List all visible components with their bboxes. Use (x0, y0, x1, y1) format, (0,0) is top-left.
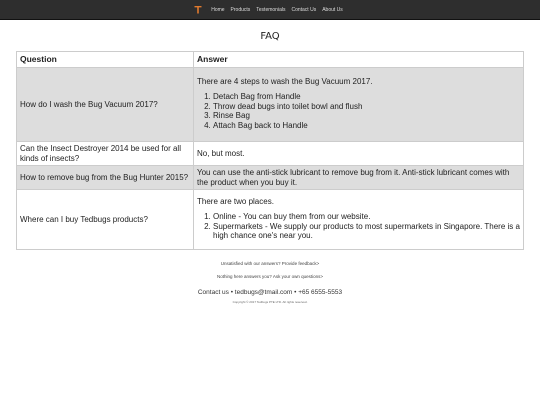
list-item: 1. Online - You can buy them from our website. (213, 212, 520, 222)
faq-answer: No, but most. (194, 142, 524, 166)
column-header-answer: Answer (194, 52, 524, 68)
column-header-question: Question (17, 52, 194, 68)
answer-steps-list (197, 92, 520, 130)
faq-answer (194, 190, 524, 250)
faq-question: Can the Insect Destroyer 2014 be used for all kinds of insects? (17, 142, 194, 166)
answer-text: There are two places. (197, 196, 274, 206)
table-row (17, 190, 524, 250)
table-row (17, 142, 524, 166)
list-item: 2. Supermarkets - We supply our products to most supermarkets in Singapore. There is a high chance one's near you. (213, 222, 520, 241)
table-row (17, 68, 524, 142)
table-header-row (17, 52, 524, 68)
feedback-link[interactable]: Unsatisfied with our answers? Provide feedback> (220, 261, 320, 266)
answer-places-list (197, 212, 520, 241)
faq-answer (194, 68, 524, 142)
table-row (17, 166, 524, 190)
faq-table (16, 51, 524, 250)
nav-link-home[interactable]: Home (211, 6, 225, 13)
copyright-text: Copyright © 2017 Tedbugs PTE LTD. All rights reserved. (232, 300, 308, 304)
list-item: 1. Detach Bag from Handle (213, 92, 520, 102)
top-navbar (0, 0, 540, 20)
list-item: 3. Rinse Bag (213, 111, 520, 121)
nav-link-contact-us[interactable]: Contact Us (291, 6, 317, 13)
nav-link-about-us[interactable]: About Us (322, 6, 343, 13)
faq-answer: You can use the anti-stick lubricant to remove bug from it. Anti-stick lubricant comes with the product when you buy it. (194, 166, 524, 190)
page-title: FAQ (260, 31, 280, 42)
contact-info: Contact us • tedbugs@tmail.com • +65 6555-5553 (197, 289, 343, 296)
nav-link-testemonials[interactable]: Testemonials (256, 6, 286, 13)
faq-question: Where can I buy Tedbugs products? (17, 190, 194, 250)
faq-question: How to remove bug from the Bug Hunter 2015? (17, 166, 194, 190)
list-item: 2. Throw dead bugs into toilet bowl and flush (213, 102, 520, 112)
nav-link-products[interactable]: Products (230, 6, 251, 13)
navbar-inner (194, 5, 346, 14)
page-footer (0, 261, 540, 304)
faq-question: How do I wash the Bug Vacuum 2017? (17, 68, 194, 142)
answer-text: There are 4 steps to wash the Bug Vacuum 2017. (197, 76, 373, 86)
tedbugs-logo-icon[interactable] (194, 5, 202, 14)
list-item: 4. Attach Bag back to Handle (213, 121, 520, 131)
ask-question-link[interactable]: Nothing here answers you? Ask your own questions> (217, 274, 323, 279)
